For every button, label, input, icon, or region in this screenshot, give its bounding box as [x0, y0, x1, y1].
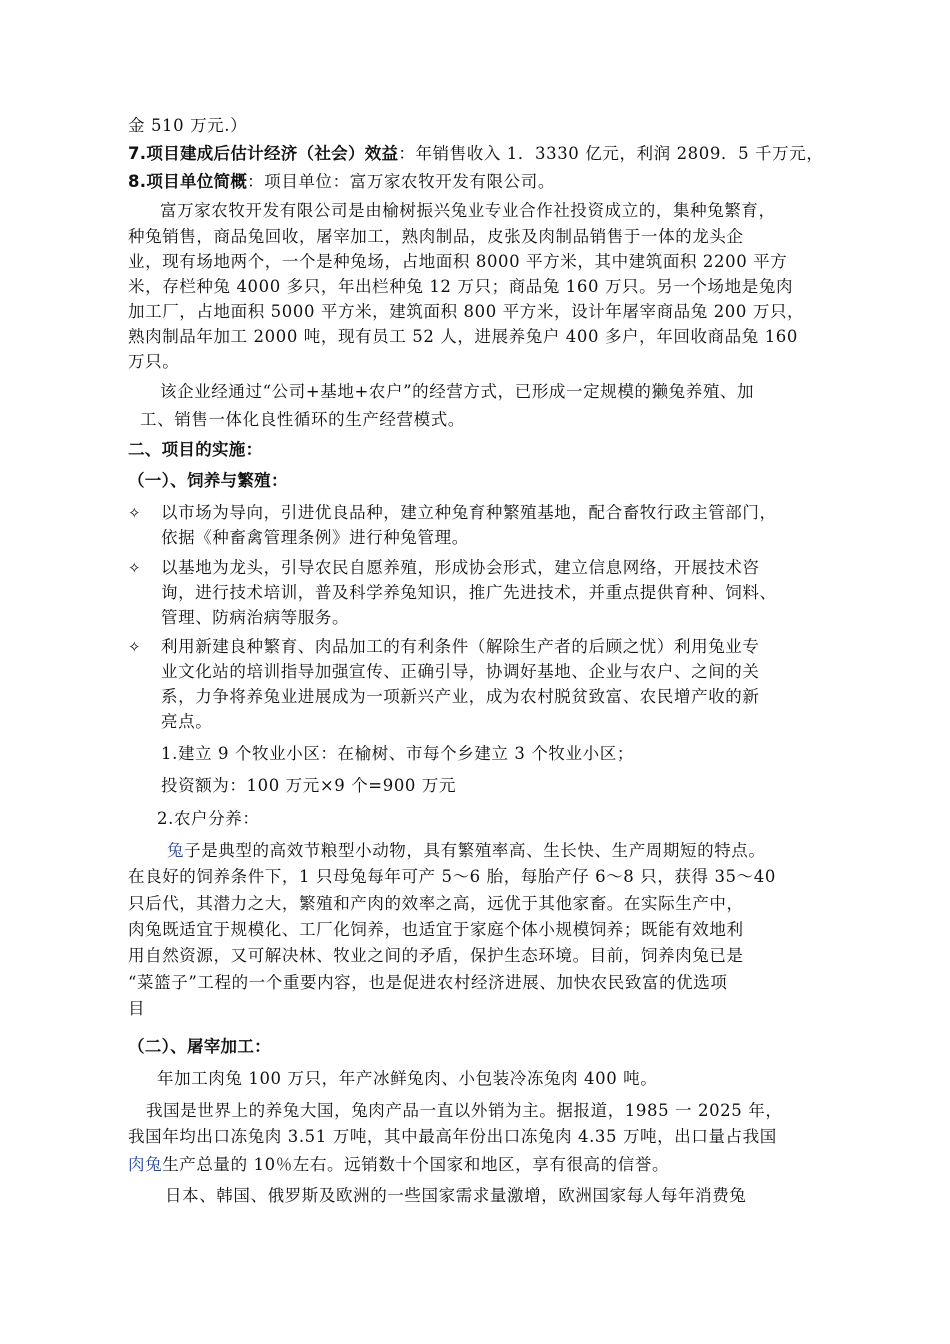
bullet-icon: ✧ — [128, 638, 141, 656]
bullet-3-line: 利用新建良种繁育、肉品加工的有利条件（解除生产者的后顾之忧）利用兔业专 — [161, 637, 760, 656]
company-line: 米，存栏种兔 4000 多只，年出栏种兔 12 万只；商品兔 160 万只。另一个场地是兔肉 — [128, 277, 794, 296]
export-line — [128, 1154, 669, 1176]
bullet-icon: ✧ — [128, 504, 141, 522]
point-1: 1.建立 9 个牧业小区：在榆树、市每个乡建立 3 个牧业小区； — [161, 744, 634, 763]
bullet-3-line: 业文化站的培训指导加强宣传、正确引导，协调好基地、企业与农户、之间的关 — [161, 662, 760, 681]
bullet-1-line: 依据《种畜禽管理条例》进行种兔管理。 — [161, 528, 469, 547]
rabbit-line: “菜篮子”工程的一个重要内容，也是促进农村经济进展、加快农民致富的优选项 — [128, 973, 728, 992]
bullet-2-line: 管理、防病治病等服务。 — [161, 608, 350, 627]
bullet-2-line: 以基地为龙头，引导农民自愿养殖，形成协会形式，建立信息网络，开展技术咨 — [161, 558, 760, 577]
rabbit-line: 只后代，其潜力之大，繁殖和产肉的效率之高，远优于其他家畜。在实际生产中， — [128, 894, 744, 913]
rabbit-line: 在良好的饲养条件下，1 只母兔每年可产 5～6 胎，每胎产仔 6～8 只，获得 35～40 — [128, 867, 776, 886]
bullet-2-line: 询，进行技术培训，普及科学养兔知识，推广先进技术，并重点提供育种、饲料、 — [161, 583, 777, 602]
rabbit-link-word: 兔 — [167, 841, 185, 860]
rabbit-line: 肉兔既适宜于规模化、工厂化饲养，也适宜于家庭个体小规模饲养；既能有效地利 — [128, 920, 744, 939]
intro-tail: 金 510 万元.） — [128, 116, 248, 135]
item-7-text: ：年销售收入 1．3330 亿元，利润 2809．5 千万元， — [398, 144, 824, 163]
bullet-3-line: 系，力争将养兔业进展成为一项新兴产业，成为农村脱贫致富、农民增产收的新 — [161, 687, 760, 706]
bullet-icon: ✧ — [128, 559, 141, 577]
company-line: 种兔销售，商品兔回收，屠宰加工，熟肉制品，皮张及肉制品销售于一体的龙头企 — [128, 227, 744, 246]
meat-rabbit-link-word: 肉兔 — [128, 1155, 163, 1174]
item-8-label: 8.项目单位简概 — [128, 172, 248, 191]
mode-line: 工、销售一体化良性循环的生产经营模式。 — [140, 410, 465, 429]
item-8 — [128, 171, 555, 193]
investment: 投资额为：100 万元×9 个=900 万元 — [161, 776, 457, 795]
subsection-1-title: （一）、饲养与繁殖： — [128, 471, 288, 490]
export-line: 我国是世界上的养兔大国，兔肉产品一直以外销为主。据报道，1985 一 2025 年， — [146, 1101, 783, 1120]
section-2-title: 二、项目的实施： — [128, 440, 263, 459]
processing-line: 年加工肉兔 100 万只，年产冰鲜兔肉、小包装冷冻兔肉 400 吨。 — [157, 1069, 658, 1088]
bullet-3-line: 亮点。 — [161, 712, 213, 731]
bullet-1-line: 以市场为导向，引进优良品种，建立种兔育种繁殖基地，配合畜牧行政主管部门， — [161, 503, 777, 522]
rabbit-line — [167, 840, 766, 862]
mode-line: 该企业经通过“公司+基地+农户”的经营方式，已形成一定规模的獭兔养殖、加 — [160, 382, 755, 401]
demand-line: 日本、韩国、俄罗斯及欧洲的一些国家需求量激增，欧洲国家每人每年消费兔 — [165, 1186, 747, 1205]
point-2: 2.农户分养： — [157, 809, 260, 828]
company-line: 富万家农牧开发有限公司是由榆树振兴兔业专业合作社投资成立的，集种兔繁育， — [160, 201, 776, 220]
rabbit-line: 目 — [128, 999, 146, 1018]
company-line: 加工厂，占地面积 5000 平方米，建筑面积 800 平方米，设计年屠宰商品兔 200 万只， — [128, 302, 805, 321]
company-line: 熟肉制品年加工 2000 吨，现有员工 52 人，进展养兔户 400 多户，年回收商品兔 160 — [128, 327, 798, 346]
company-line: 万只。 — [128, 352, 180, 371]
rabbit-line-text: 子是典型的高效节粮型小动物，具有繁殖率高、生长快、生产周期短的特点。 — [184, 841, 766, 860]
rabbit-line: 用自然资源，又可解决林、牧业之间的矛盾，保护生态环境。目前，饲养肉兔已是 — [128, 946, 744, 965]
export-line: 我国年均出口冻兔肉 3.51 万吨，其中最高年份出口冻兔肉 4.35 万吨，出口量占我国 — [128, 1127, 777, 1146]
subsection-2-title: （二）、屠宰加工： — [128, 1037, 271, 1056]
export-line-text: 生产总量的 10％左右。远销数十个国家和地区，享有很高的信誉。 — [162, 1155, 670, 1174]
item-7 — [128, 143, 823, 165]
item-7-label: 7.项目建成后估计经济（社会）效益 — [128, 144, 399, 163]
company-line: 业，现有场地两个，一个是种兔场，占地面积 8000 平方米，其中建筑面积 2200 平方 — [128, 252, 788, 271]
item-8-text: ：项目单位：富万家农牧开发有限公司。 — [247, 172, 555, 191]
